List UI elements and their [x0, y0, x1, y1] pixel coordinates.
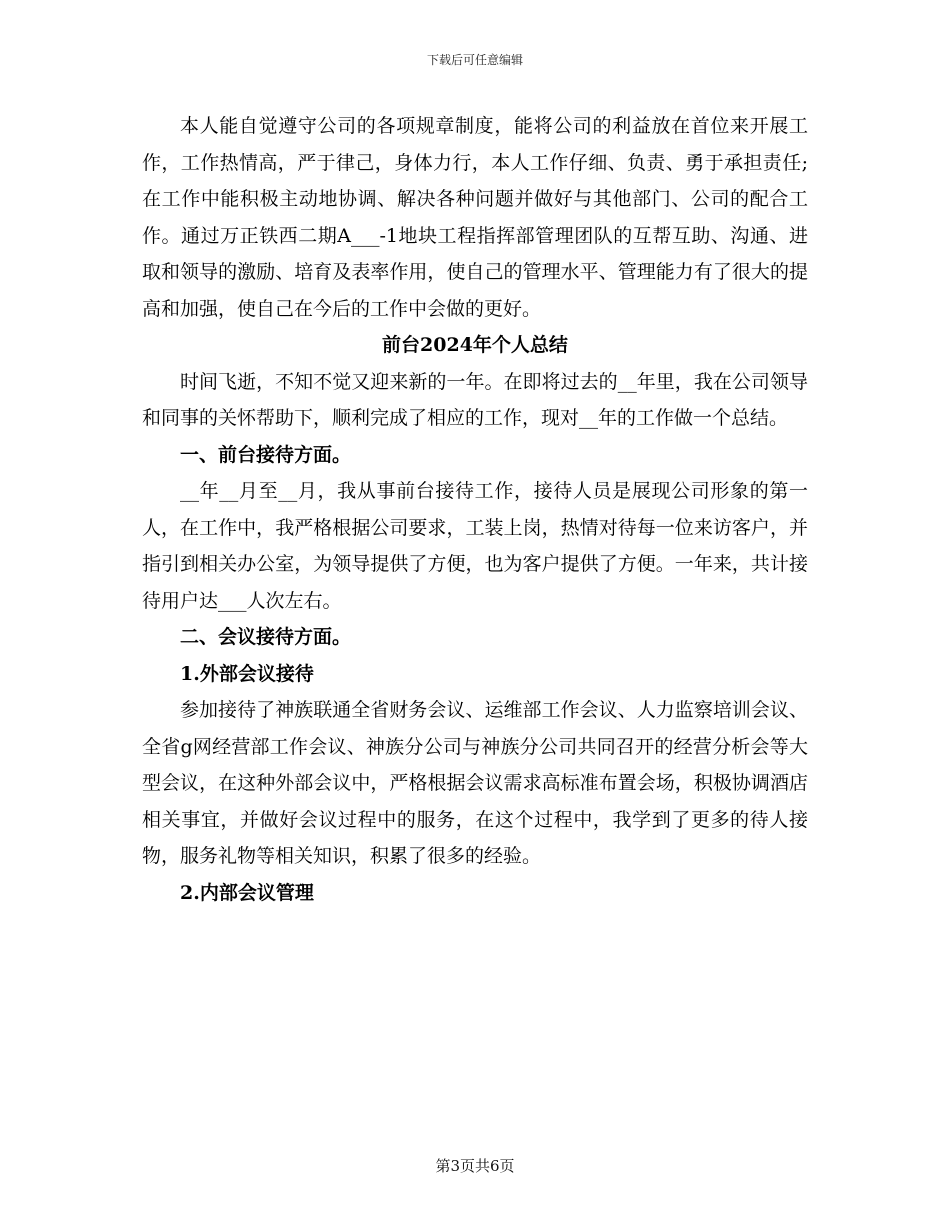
- section-1-paragraph: __年__月至__月，我从事前台接待工作，接待人员是展现公司形象的第一人，在工作中，我严格根据公司要求，工装上岗，热情对待每一位来访客户，并指引到相关办公室，为领导提供了方便，也为客户提供了方便。一年来，共计接待用户达___人次左右。: [142, 480, 808, 612]
- subsection-2-heading: 2.内部会议管理: [180, 881, 314, 904]
- section-2-heading: 二、会议接待方面。: [180, 626, 352, 648]
- document-body: [142, 108, 808, 911]
- section-1-heading: 一、前台接待方面。: [180, 443, 352, 466]
- intro-paragraph: 本人能自觉遵守公司的各项规章制度，能将公司的利益放在首位来开展工作，工作热情高，严于律己，身体力行，本人工作仔细、负责、勇于承担责任;在工作中能积极主动地协调、解决各种问题并做好与其他部门、公司的配合工作。通过万正铁西二期A___-1地块工程指挥部管理团队的互帮互助、沟通、进取和领导的激励、培育及表率作用，使自己的管理水平、管理能力有了很大的提高和加强，使自己在今后的工作中会做的更好。: [142, 115, 808, 320]
- page-header: 下载后可任意编辑: [426, 53, 523, 67]
- subsection-1-heading: 1.外部会议接待: [180, 662, 314, 685]
- document-title: 前台2024年个人总结: [382, 334, 568, 356]
- opening-paragraph: 时间飞逝，不知不觉又迎来新的一年。在即将过去的__年里，我在公司领导和同事的关怀帮助下，顺利完成了相应的工作，现对__年的工作做一个总结。: [142, 370, 808, 429]
- subsection-1-paragraph: 参加接待了神族联通全省财务会议、运维部工作会议、人力监察培训会议、全省g网经营部工作会议、神族分公司与神族分公司共同召开的经营分析会等大型会议，在这种外部会议中，严格根据会议需求高标准布置会场，积极协调酒店相关事宜，并做好会议过程中的服务，在这个过程中，我学到了更多的待人接物，服务礼物等相关知识，积累了很多的经验。: [142, 699, 808, 867]
- page-number: 第3页共6页: [435, 1157, 515, 1175]
